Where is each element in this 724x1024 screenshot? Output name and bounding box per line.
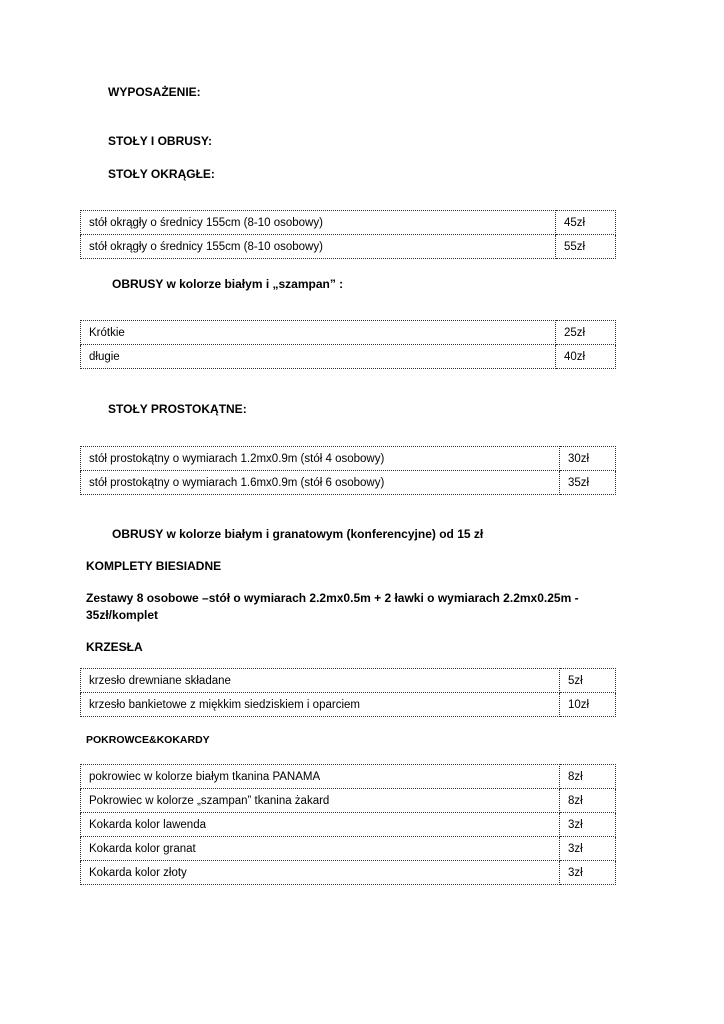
table-row bbox=[81, 861, 616, 885]
item-cell: krzesło drewniane składane bbox=[81, 669, 560, 693]
price-cell: 40zł bbox=[556, 345, 616, 369]
table-row bbox=[81, 837, 616, 861]
price-cell: 3zł bbox=[560, 861, 616, 885]
item-cell: krzesło bankietowe z miękkim siedziskiem i oparciem bbox=[81, 693, 560, 717]
price-cell: 25zł bbox=[556, 321, 616, 345]
price-cell: 10zł bbox=[560, 693, 616, 717]
table-row bbox=[81, 693, 616, 717]
round-tables-heading: STOŁY OKRĄGŁE: bbox=[108, 167, 215, 181]
item-cell: Kokarda kolor lawenda bbox=[81, 813, 560, 837]
item-cell: Kokarda kolor złoty bbox=[81, 861, 560, 885]
tablecloths-conf-heading: OBRUSY w kolorze białym i granatowym (konferencyjne) od 15 zł bbox=[112, 527, 484, 541]
round-tables-table bbox=[80, 210, 616, 259]
table-row bbox=[81, 321, 616, 345]
table-row bbox=[81, 447, 616, 471]
price-cell: 30zł bbox=[560, 447, 616, 471]
item-cell: stół prostokątny o wymiarach 1.2mx0.9m (stół 4 osobowy) bbox=[81, 447, 560, 471]
chairs-table bbox=[80, 668, 616, 717]
table-row bbox=[81, 789, 616, 813]
table-row bbox=[81, 669, 616, 693]
feast-sets-line1: Zestawy 8 osobowe –stół o wymiarach 2.2mx0.5m + 2 ławki o wymiarach 2.2mx0.25m - bbox=[86, 591, 579, 605]
price-cell: 55zł bbox=[556, 235, 616, 259]
tables-heading: STOŁY I OBRUSY: bbox=[108, 134, 213, 148]
equipment-heading: WYPOSAŻENIE: bbox=[108, 85, 201, 99]
price-cell: 3zł bbox=[560, 837, 616, 861]
item-cell: Kokarda kolor granat bbox=[81, 837, 560, 861]
item-cell: pokrowiec w kolorze białym tkanina PANAMA bbox=[81, 765, 560, 789]
table-row bbox=[81, 471, 616, 495]
tablecloths-round-table bbox=[80, 320, 616, 369]
item-cell: Krótkie bbox=[81, 321, 556, 345]
price-cell: 5zł bbox=[560, 669, 616, 693]
price-cell: 3zł bbox=[560, 813, 616, 837]
item-cell: Pokrowiec w kolorze „szampan” tkanina żakard bbox=[81, 789, 560, 813]
table-row bbox=[81, 345, 616, 369]
table-row bbox=[81, 813, 616, 837]
price-cell: 8zł bbox=[560, 789, 616, 813]
feast-sets-line2: 35zł/komplet bbox=[86, 608, 159, 622]
item-cell: stół prostokątny o wymiarach 1.6mx0.9m (stół 6 osobowy) bbox=[81, 471, 560, 495]
rect-tables-heading: STOŁY PROSTOKĄTNE: bbox=[108, 402, 247, 416]
item-cell: stół okrągły o średnicy 155cm (8-10 osobowy) bbox=[81, 235, 556, 259]
price-cell: 35zł bbox=[560, 471, 616, 495]
chairs-heading: KRZESŁA bbox=[86, 640, 143, 654]
table-row bbox=[81, 765, 616, 789]
covers-heading: POKROWCE&KOKARDY bbox=[86, 734, 210, 746]
table-row bbox=[81, 235, 616, 259]
item-cell: stół okrągły o średnicy 155cm (8-10 osobowy) bbox=[81, 211, 556, 235]
tablecloths-round-heading: OBRUSY w kolorze białym i „szampan” : bbox=[112, 277, 344, 291]
covers-table bbox=[80, 764, 616, 885]
table-row bbox=[81, 211, 616, 235]
price-cell: 8zł bbox=[560, 765, 616, 789]
rect-tables-table bbox=[80, 446, 616, 495]
feast-sets-heading: KOMPLETY BIESIADNE bbox=[86, 559, 222, 573]
price-cell: 45zł bbox=[556, 211, 616, 235]
item-cell: długie bbox=[81, 345, 556, 369]
